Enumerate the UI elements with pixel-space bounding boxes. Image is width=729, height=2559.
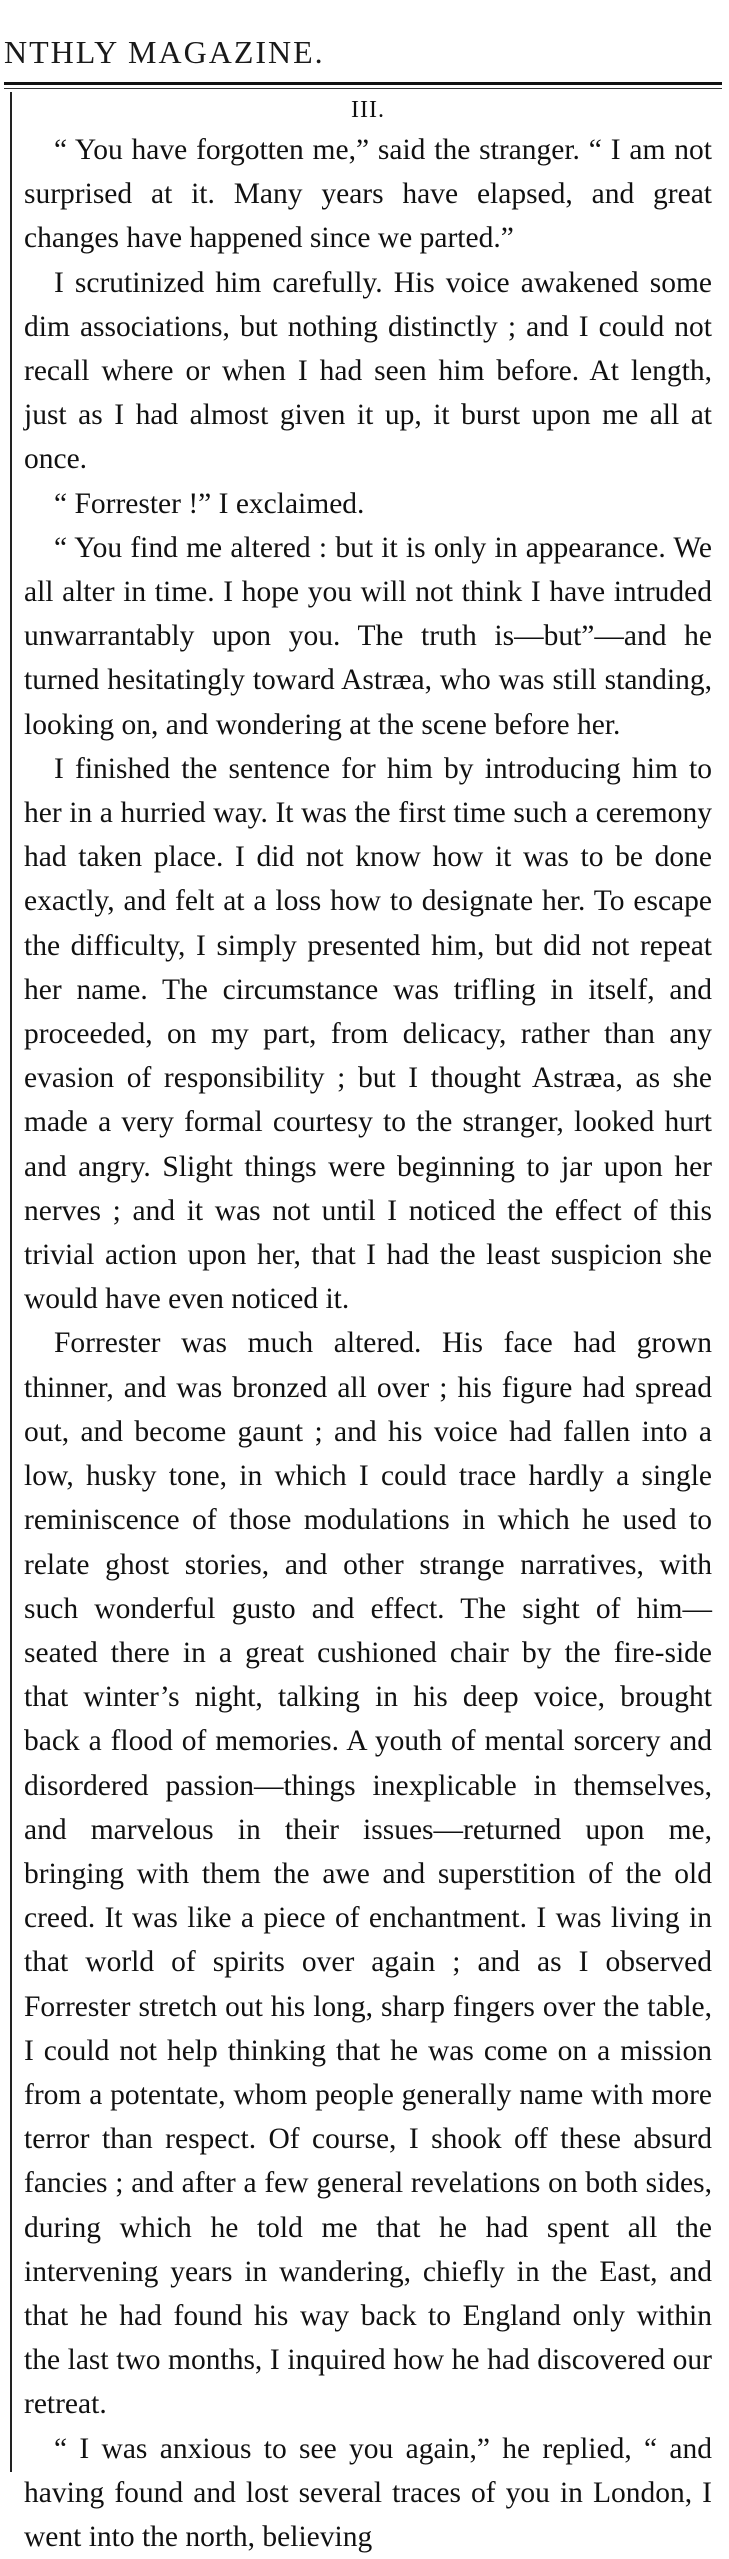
paragraph-6: Forrester was much altered. His face had grown thinner, and was bronzed all over ; his figure had spread out, and become gaunt ; and his voice had fallen into a low, husky tone, in which I could trace hardly a single reminiscence of those modulations in which he used to relate ghost stories, and other strange narratives, with such wonderful gusto and effect. The sight of him—seated there in a great cushioned chair by the fire-side that winter’s night, talking in his deep voice, brought back a flood of memories. A youth of mental sorcery and disordered passion—things inexplicable in themselves, and marvelous in their issues—returned upon me, bringing with them the awe and superstition of the old creed. It was like a piece of enchantment. I was living in that world of spirits over again ; and as I observed Forrester stretch out his long, sharp fingers over the table, I could not help thinking that he was come on a mission from a potentate, whom people generally name with more terror than respect. Of course, I shook off these absurd fancies ; and after a few general revelations on both sides, during which he told me that he had spent all the intervening years in wandering, chiefly in the East, and that he had found his way back to England only within the last two months, I inquired how he had discovered our retreat.: [24, 1327, 712, 2421]
paragraph-7: “ I was anxious to see you again,” he replied, “ and having found and lost several traces of you in London, I went into the north, believing: [24, 2432, 712, 2553]
section-number: III.: [351, 97, 385, 123]
running-title: NTHLY MAGAZINE.: [4, 34, 325, 70]
header-rule-thick: [4, 82, 722, 85]
paragraph-1: “ You have forgotten me,” said the stranger. “ I am not surprised at it. Many years have elapsed, and great changes have happened since we parted.”: [24, 134, 712, 255]
header-rule-thin: [4, 88, 722, 89]
page-header: [4, 30, 724, 90]
paragraph-5: I finished the sentence for him by introducing him to her in a hurried way. It was the first time such a ceremony had taken place. I did not know how it was to be done exactly, and felt at a loss how to designate her. To escape the difficulty, I simply presented him, but did not repeat her name. The circumstance was trifling in itself, and proceeded, on my part, from delicacy, rather than any evasion of responsibility ; but I thought Astræa, as she made a very formal courtesy to the stranger, looked hurt and angry. Slight things were beginning to jar upon her nerves ; and it was not until I noticed the effect of this trivial action upon her, that I had the least suspicion she would have even noticed it.: [24, 752, 712, 1316]
paragraph-3: “ Forrester !” I exclaimed.: [54, 487, 365, 520]
text-column: [24, 92, 712, 2559]
paragraph-4: “ You find me altered : but it is only in appearance. We all alter in time. I hope you will not think I have intruded unwarrantably upon you. The truth is—but”—and he turned hesitatingly toward Astræa, who was still standing, looking on, and wondering at the scene before her.: [24, 531, 712, 741]
column-rule: [10, 92, 12, 2472]
paragraph-2: I scrutinized him carefully. His voice awakened some dim associations, but nothing distinctly ; and I could not recall where or when I had seen him before. At length, just as I had almost given it up, it burst upon me all at once.: [24, 266, 712, 476]
